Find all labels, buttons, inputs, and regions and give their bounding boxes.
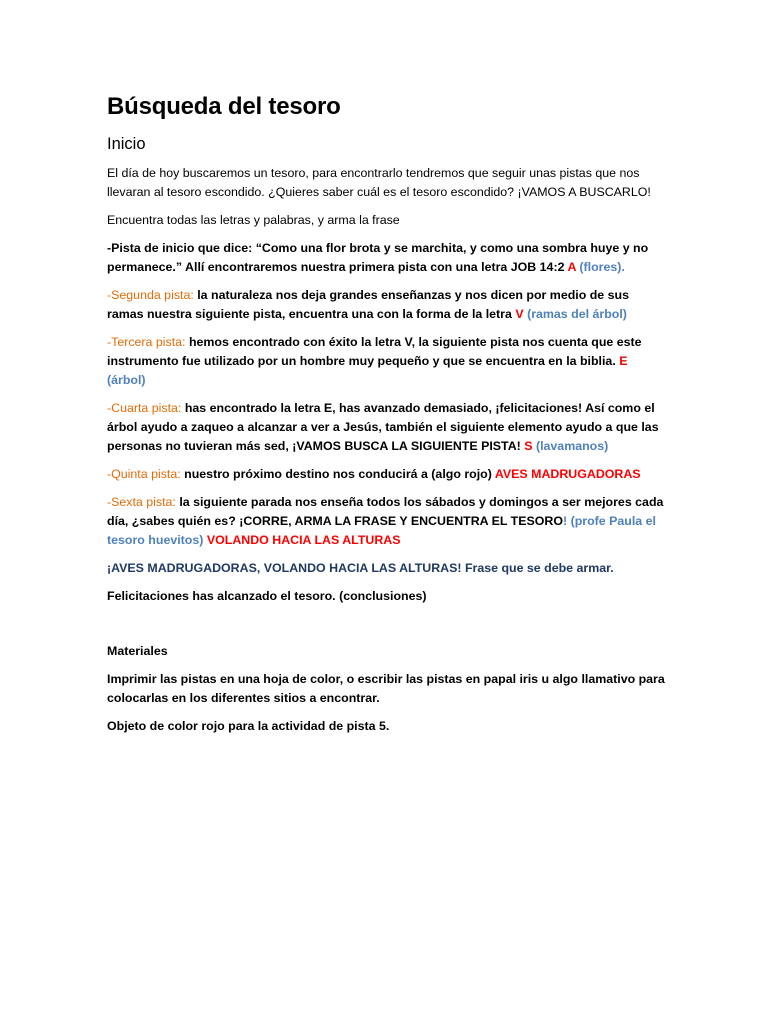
pista-3-paragraph bbox=[107, 333, 667, 390]
page-title: Búsqueda del tesoro bbox=[107, 93, 341, 120]
pista-5-answer: AVES MADRUGADORAS bbox=[494, 467, 641, 481]
pista-4-text: has encontrado la letra E, has avanzado demasiado, ¡felicitaciones! Así como el árbol ayudo a zaqueo a alcanzar a ver a Jesús, también el siguiente elemento ayudo a que las personas no tuvieran más sed, ¡VAMOS BUSCA LA SIGUIENTE PISTA! bbox=[107, 401, 659, 453]
document-body bbox=[107, 92, 667, 745]
pista-inicio-hint: (flores). bbox=[579, 260, 625, 274]
pista-inicio-letter: A bbox=[567, 260, 576, 274]
pista-3-letter: E bbox=[619, 354, 628, 368]
pista-3-label: -Tercera pista: bbox=[107, 335, 186, 349]
pista-3-hint: (árbol) bbox=[107, 373, 146, 387]
pista-4-hint: (lavamanos) bbox=[535, 439, 609, 453]
pista-2-paragraph bbox=[107, 286, 667, 324]
section-heading-inicio: Inicio bbox=[107, 135, 146, 153]
instruction-paragraph: Encuentra todas las letras y palabras, y arma la frase bbox=[107, 213, 400, 227]
pista-5-text: nuestro próximo destino nos conducirá a (algo rojo) bbox=[180, 467, 495, 481]
pista-6-answer: VOLANDO HACIA LAS ALTURAS bbox=[206, 533, 401, 547]
felicitaciones-paragraph: Felicitaciones has alcanzado el tesoro. (conclusiones) bbox=[107, 589, 427, 603]
pista-2-letter: V bbox=[515, 307, 524, 321]
pista-6-label: -Sexta pista: bbox=[107, 495, 176, 509]
pista-6-text: la siguiente parada nos enseña todos los sábados y domingos a ser mejores cada día, ¿sabes quién es? ¡CORRE, ARMA LA FRASE Y ENCUENTRA EL TESORO bbox=[107, 495, 664, 528]
pista-3-text: hemos encontrado con éxito la letra V, la siguiente pista nos cuenta que este instrumento fue utilizado por un hombre muy pequeño y que se encuentra en la biblia. bbox=[107, 335, 642, 368]
frase-final: ¡AVES MADRUGADORAS, VOLANDO HACIA LAS ALTURAS! Frase que se debe armar. bbox=[107, 561, 614, 575]
spacer bbox=[107, 615, 667, 642]
pista-2-label: -Segunda pista: bbox=[107, 288, 194, 302]
pista-inicio-text: -Pista de inicio que dice: “Como una flor brota y se marchita, y como una sombra huye y no permanece.” Allí encontraremos nuestra primera pista con una letra JOB 14:2 bbox=[107, 241, 649, 274]
materiales-heading: Materiales bbox=[107, 644, 168, 658]
intro-paragraph: El día de hoy buscaremos un tesoro, para encontrarlo tendremos que seguir unas pistas que nos llevaran al tesoro escondido. ¿Quieres saber cuál es el tesoro escondido? ¡VAMOS A BUSCARLO! bbox=[107, 166, 651, 199]
pista-5-label: -Quinta pista: bbox=[107, 467, 181, 481]
materiales-item-2: Objeto de color rojo para la actividad de pista 5. bbox=[107, 719, 390, 733]
pista-2-text: la naturaleza nos deja grandes enseñanzas y nos dicen por medio de sus ramas nuestra siguiente pista, encuentra una con la forma de la letra bbox=[107, 288, 629, 321]
pista-6-hint: ! (profe Paula el tesoro huevitos) bbox=[107, 514, 656, 547]
pista-4-label: -Cuarta pista: bbox=[107, 401, 182, 415]
materiales-item-1: Imprimir las pistas en una hoja de color, o escribir las pistas en papal iris u algo llamativo para colocarlas en los diferentes sitios a encontrar. bbox=[107, 672, 665, 705]
pista-4-paragraph bbox=[107, 399, 667, 456]
pista-4-letter: S bbox=[524, 439, 533, 453]
pista-2-hint: (ramas del árbol) bbox=[527, 307, 627, 321]
pista-5-paragraph bbox=[107, 465, 667, 484]
pista-inicio-paragraph bbox=[107, 239, 667, 277]
pista-6-paragraph bbox=[107, 493, 667, 550]
